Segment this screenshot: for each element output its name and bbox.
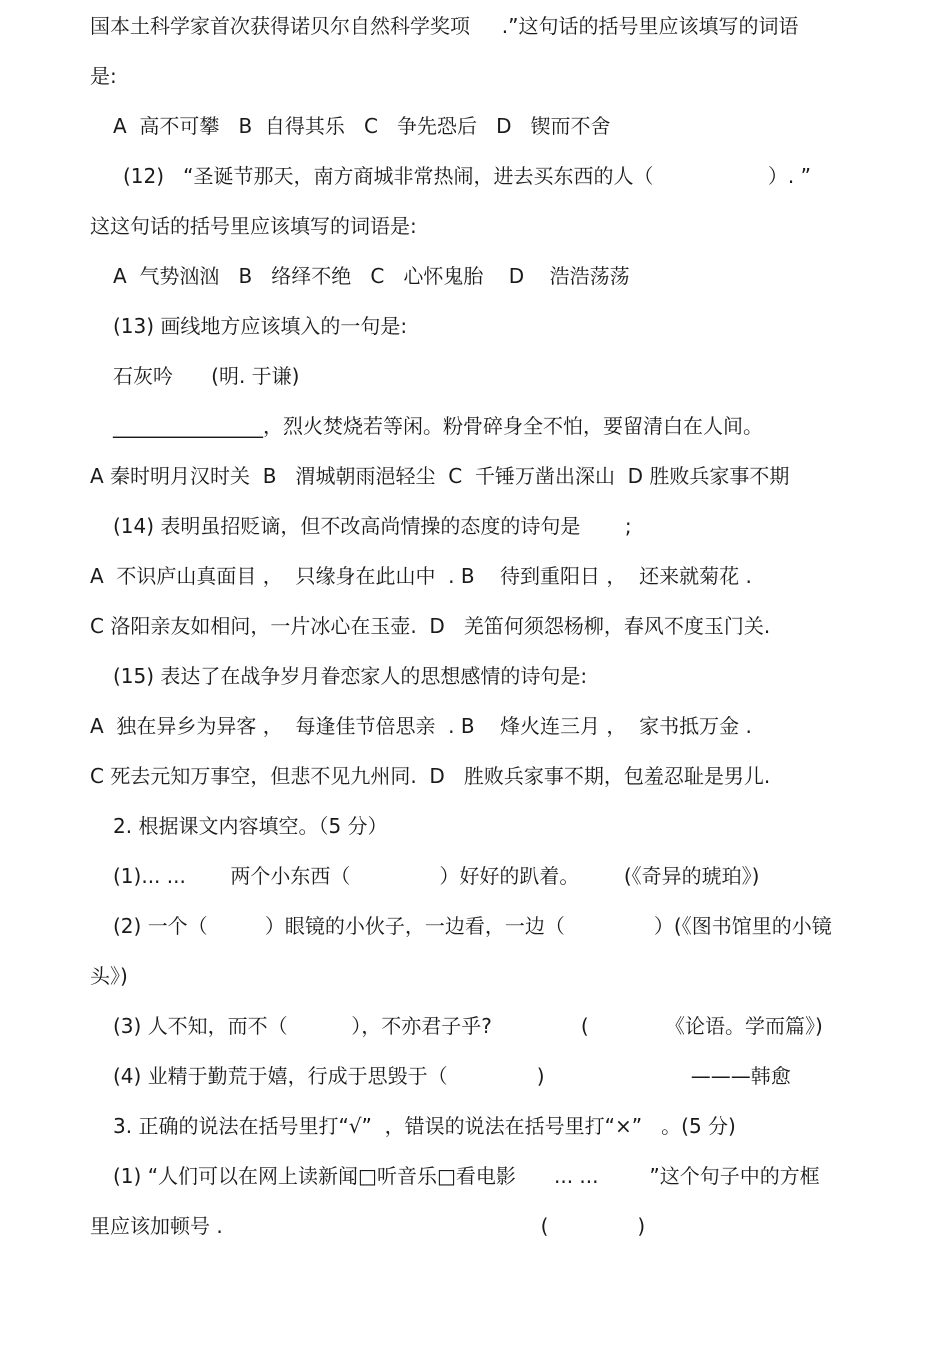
answer-options: A 不识庐山真面目 ， 只缘身在此山中 . B 待到重阳日 ， 还来就菊花 . — [90, 564, 752, 588]
fill-blank-item: (1)... ... 两个小东西（ ）好好的趴着。 (《奇异的琥珀》) — [113, 864, 760, 888]
poem-line: _______________，烈火焚烧若等闲。粉骨碎身全不怕，要留清白在人间。 — [113, 414, 763, 438]
answer-options: C 洛阳亲友如相问，一片冰心在玉壶. D 羌笛何须怨杨柳，春风不度玉门关. — [90, 614, 771, 638]
fill-blank-item: (3) 人不知，而不（ ），不亦君子乎? ( 《论语。学而篇》) — [113, 1014, 823, 1038]
answer-options: A 高不可攀 B 自得其乐 C 争先恐后 D 锲而不舍 — [113, 114, 611, 138]
question-12: (12) “圣诞节那天，南方商城非常热闹，进去买东西的人（ ）. ” — [123, 164, 811, 188]
answer-options: A 秦时明月汉时关 B 渭城朝雨浥轻尘 C 千锤万凿出深山 D 胜败兵家事不期 — [90, 464, 790, 488]
text-line: 头》) — [90, 964, 128, 988]
true-false-item: (1) “人们可以在网上读新闻□听音乐□看电影 ... ... ”这个句子中的方框 — [113, 1164, 820, 1188]
answer-options: A 气势汹汹 B 络绎不绝 C 心怀鬼胎 D 浩浩荡荡 — [113, 264, 630, 288]
text-line: 里应该加顿号 . ( ) — [90, 1214, 646, 1238]
text-line: 是: — [90, 64, 117, 88]
answer-options: A 独在异乡为异客 ， 每逢佳节倍思亲 . B 烽火连三月 ， 家书抵万金 . — [90, 714, 752, 738]
text-line: 这这句话的括号里应该填写的词语是: — [90, 214, 417, 238]
text-line: 国本土科学家首次获得诺贝尔自然科学奖项 .”这句话的括号里应该填写的词语 — [90, 14, 799, 38]
answer-options: C 死去元知万事空，但悲不见九州同. D 胜败兵家事不期，包羞忍耻是男儿. — [90, 764, 771, 788]
question-15: (15) 表达了在战争岁月眷恋家人的思想感情的诗句是: — [113, 664, 588, 688]
question-14: (14) 表明虽招贬谪，但不改高尚情操的态度的诗句是 ; — [113, 514, 632, 538]
poem-title: 石灰吟 (明. 于谦) — [113, 364, 300, 388]
section-3-heading: 3. 正确的说法在括号里打“√” ，错误的说法在括号里打“×” 。(5 分) — [113, 1114, 736, 1138]
section-2-heading: 2. 根据课文内容填空。（5 分） — [113, 814, 388, 838]
question-13: (13) 画线地方应该填入的一句是: — [113, 314, 408, 338]
fill-blank-item: (2) 一个（ ）眼镜的小伙子，一边看，一边（ ）(《图书馆里的小镜 — [113, 914, 832, 938]
fill-blank-item: (4) 业精于勤荒于嬉，行成于思毁于（ ) ———韩愈 — [113, 1064, 791, 1088]
